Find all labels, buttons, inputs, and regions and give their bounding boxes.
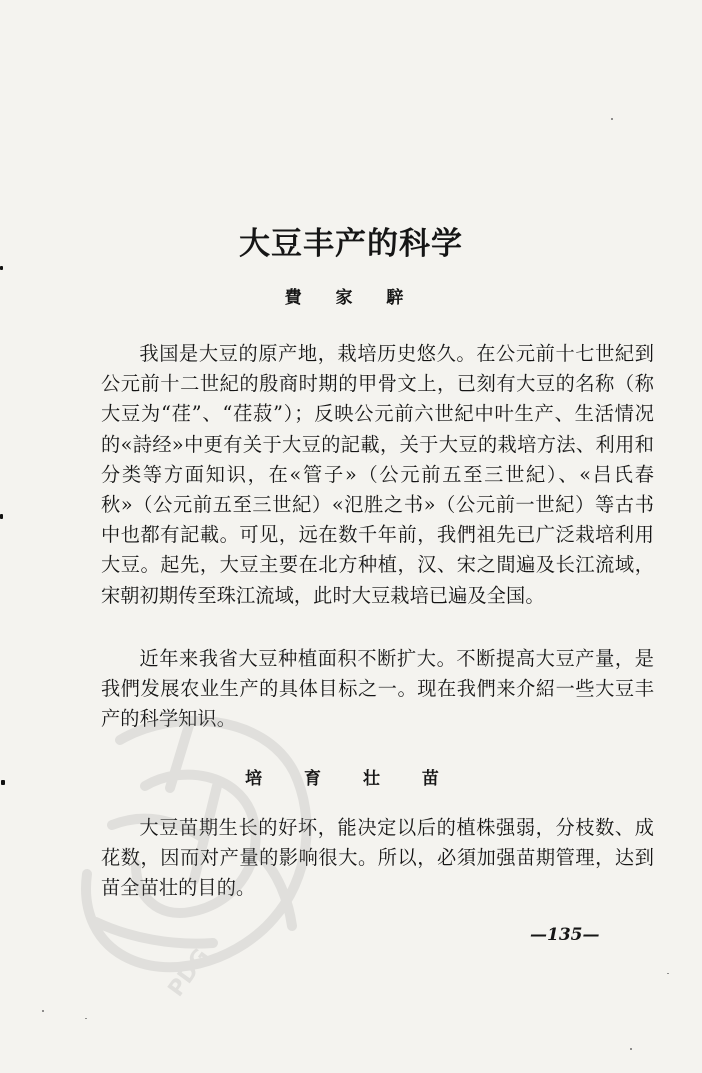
goal-paragraph: 近年来我省大豆种植面积不断扩大。不断提高大豆产量，是我們发展农业生产的具体目标之一。现在我們来介紹一些大豆丰产的科学知识。 [101,647,654,731]
paper-speck [85,1018,87,1019]
section-paragraph: 大豆苗期生长的好坏，能决定以后的植株强弱，分枝数、成花数，因而对产量的影响很大。所以，必須加强苗期管理，达到苗全苗壮的目的。 [101,816,654,900]
left-margin-mark-middle [0,514,3,519]
article-title: 大豆丰产的科学 [239,226,463,262]
paper-speck [630,1048,632,1050]
section-heading: 培 育 壮 苗 [245,769,457,789]
paper-speck [611,118,613,120]
article-author: 費 家 騂 [284,288,418,308]
page-number: —135— [530,925,600,945]
paper-speck [42,1010,44,1012]
left-margin-mark-top [0,266,3,270]
intro-paragraph: 我国是大豆的原产地，栽培历史悠久。在公元前十七世紀到公元前十二世紀的殷商时期的甲骨文上，已刻有大豆的名称（称大豆为“荏”、“荏菽”）；反映公元前六世紀中叶生产、生活情况的«詩经»中更有关于大豆的記載，关于大豆的栽培方法、利用和分类等方面知识，在«管子»（公元前五至三世紀）、«吕氏春秋»（公元前五至三世紀）«氾胜之书»（公元前一世紀）等古书中也都有記載。可见，远在数千年前，我們祖先已广泛栽培利用大豆。起先，大豆主要在北方种植，汉、宋之間遍及长江流域，宋朝初期传至珠江流域，此时大豆栽培已遍及全国。 [101,342,654,607]
paper-speck [667,973,669,974]
watermark-text: PDG [163,944,215,1002]
